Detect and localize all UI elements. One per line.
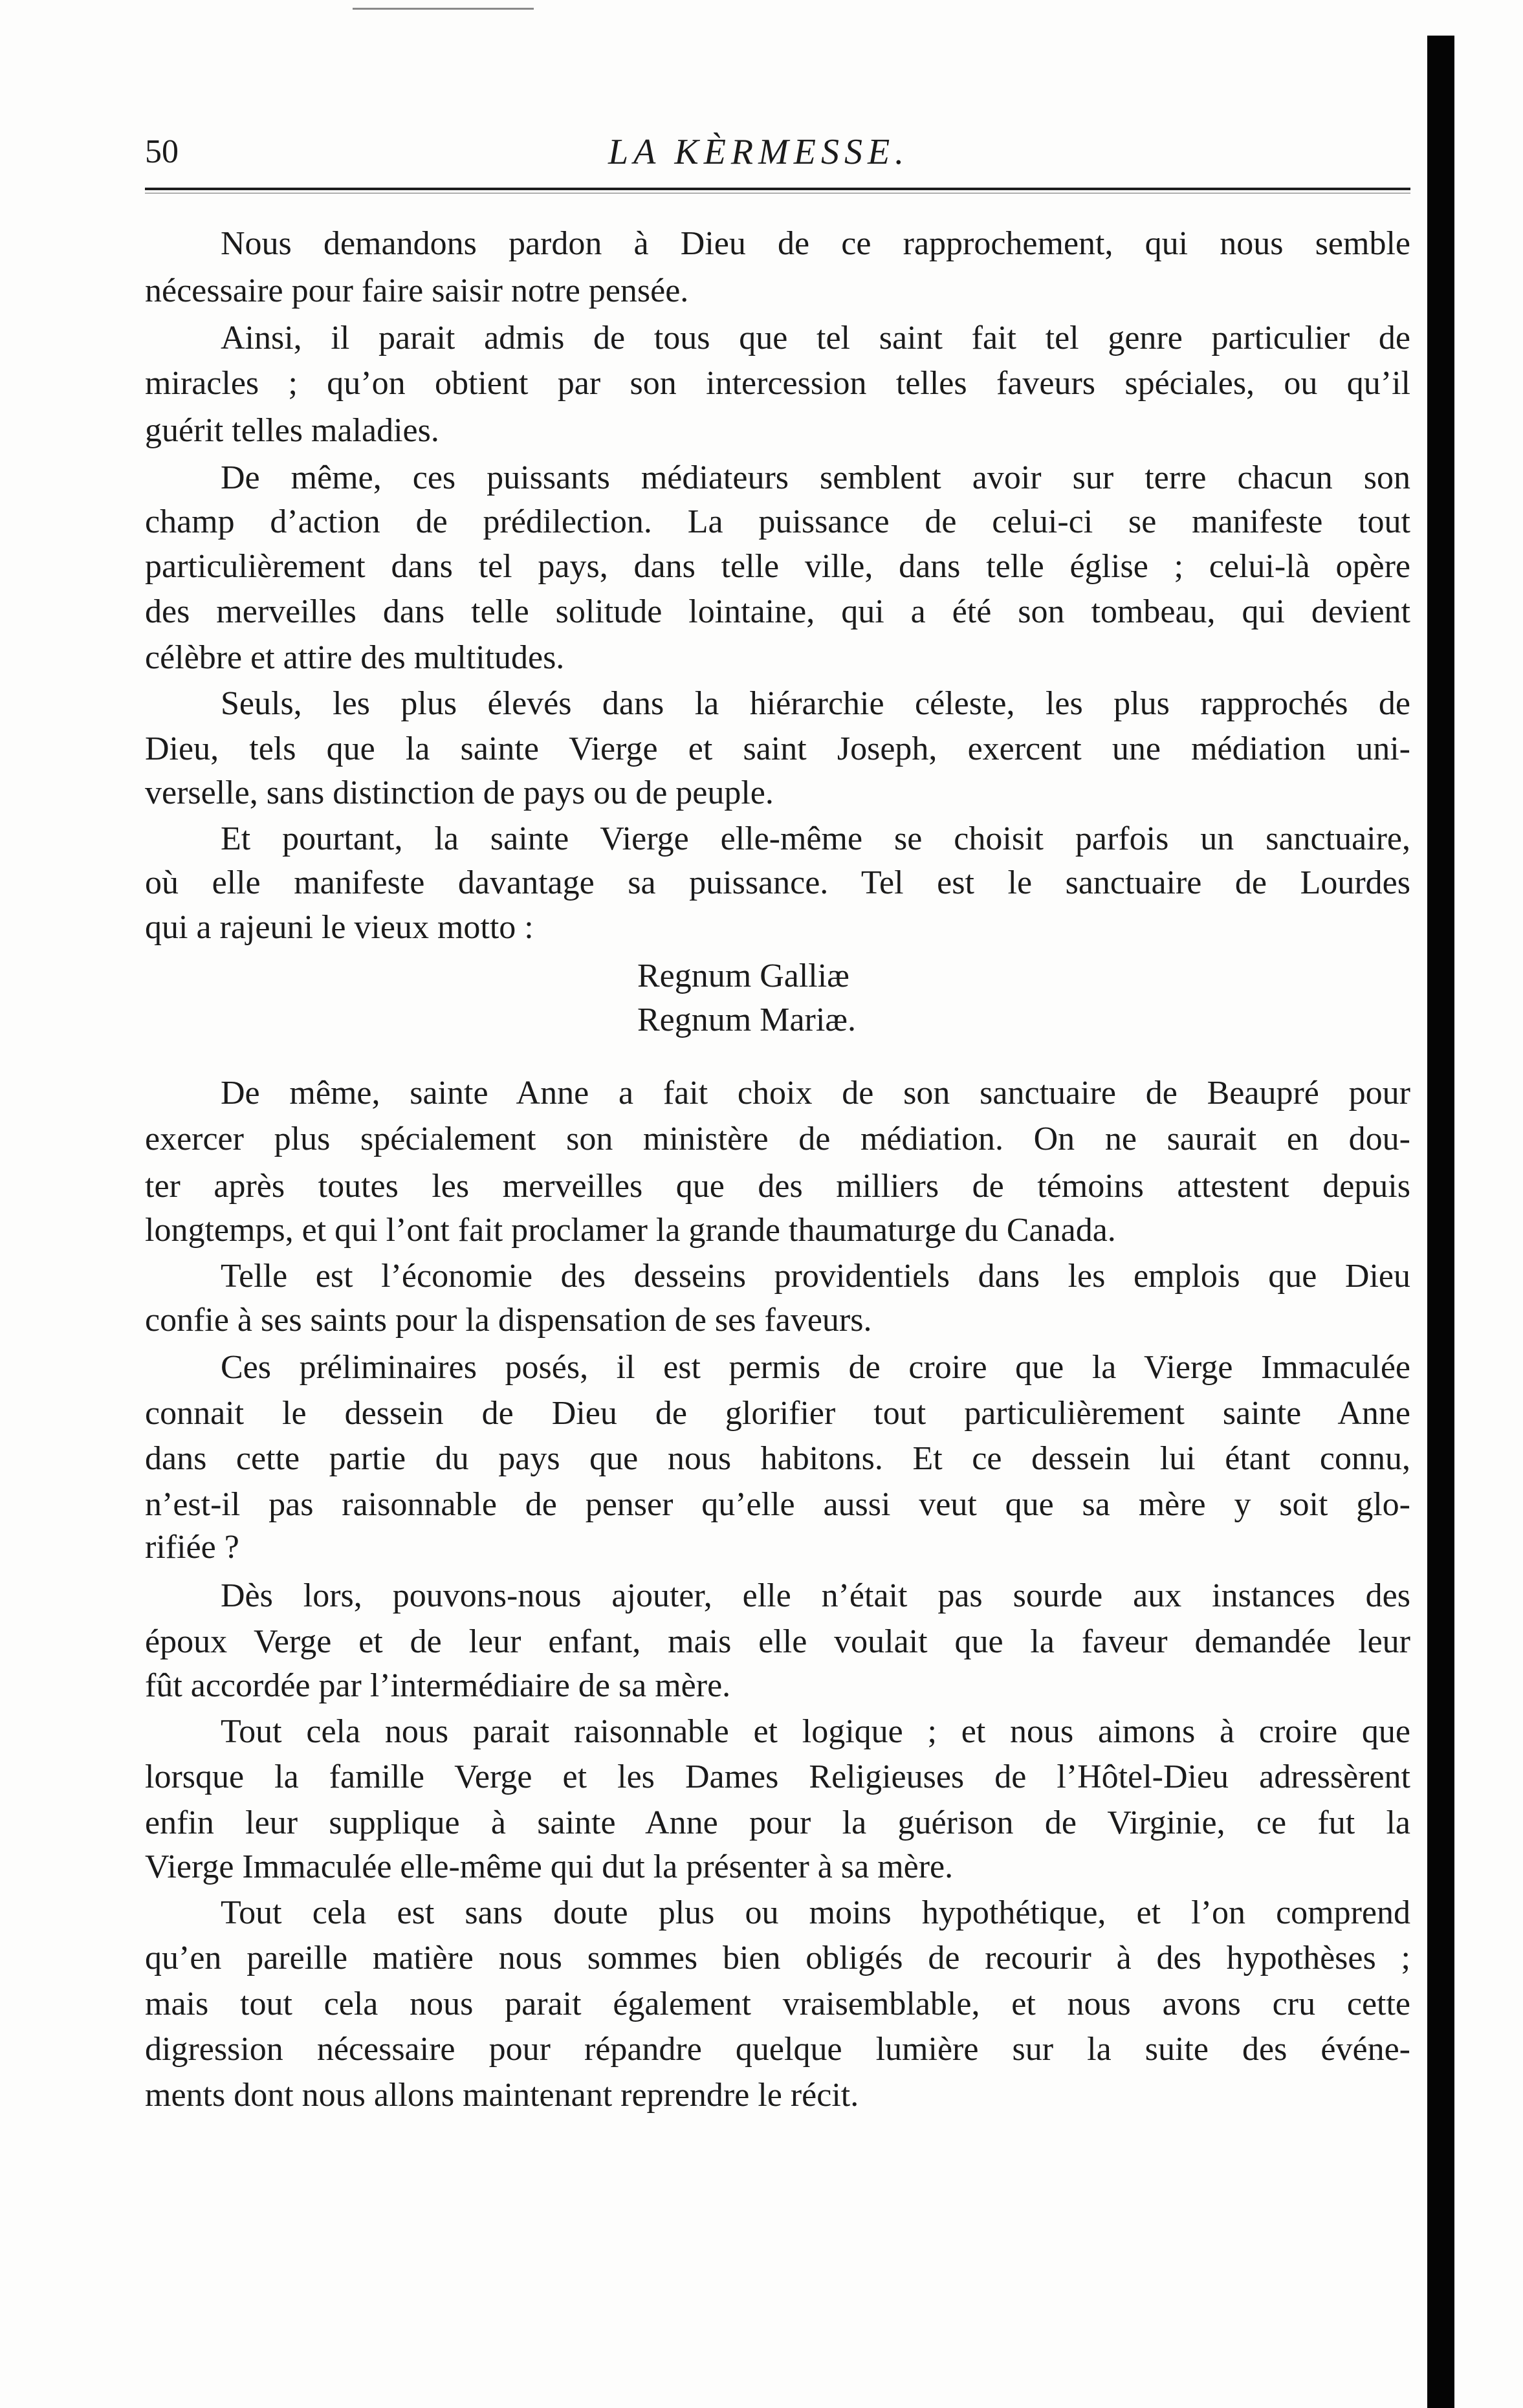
scan-artifact (353, 8, 534, 10)
running-title: LA KÈRMESSE. (608, 132, 910, 172)
text-line: Telle est l’économie des desseins providentiels dans les emplois que Dieu (221, 1258, 1410, 1295)
text-line: qui a rajeuni le vieux motto : (145, 909, 534, 946)
text-line: célèbre et attire des multitudes. (145, 639, 565, 676)
text-line: lorsque la famille Verge et les Dames Religieuses de l’Hôtel-Dieu adressèrent (145, 1758, 1410, 1795)
text-line: guérit telles maladies. (145, 412, 439, 449)
text-line: Et pourtant, la sainte Vierge elle-même se choisit parfois un sanctuaire, (221, 820, 1410, 857)
text-line: Dès lors, pouvons-nous ajouter, elle n’était pas sourde aux instances des (221, 1577, 1410, 1614)
text-line: fût accordée par l’intermédiaire de sa mère. (145, 1667, 731, 1704)
text-line: n’est-il pas raisonnable de penser qu’elle aussi veut que sa mère y soit glo- (145, 1486, 1410, 1523)
text-line: qu’en pareille matière nous sommes bien obligés de recourir à des hypothèses ; (145, 1940, 1410, 1976)
text-line: confie à ses saints pour la dispensation de ses faveurs. (145, 1302, 872, 1339)
text-line: verselle, sans distinction de pays ou de peuple. (145, 774, 774, 811)
text-line: digression nécessaire pour répandre quelque lumière sur la suite des événe- (145, 2031, 1410, 2068)
text-line: Ces préliminaires posés, il est permis de croire que la Vierge Immaculée (221, 1349, 1410, 1386)
text-line: champ d’action de prédilection. La puissance de celui-ci se manifeste tout (145, 503, 1410, 540)
text-line: rifiée ? (145, 1529, 239, 1566)
text-line: des merveilles dans telle solitude lointaine, qui a été son tombeau, qui devient (145, 593, 1410, 630)
text-line: mais tout cela nous parait également vraisemblable, et nous avons cru cette (145, 1986, 1410, 2022)
scan-edge-border (1427, 36, 1454, 2408)
page-number: 50 (145, 133, 179, 170)
text-line: Seuls, les plus élevés dans la hiérarchie céleste, les plus rapprochés de (221, 685, 1410, 722)
text-line: Ainsi, il parait admis de tous que tel saint fait tel genre particulier de (221, 320, 1410, 356)
text-line: longtemps, et qui l’ont fait proclamer la grande thaumaturge du Canada. (145, 1212, 1116, 1249)
text-line: exercer plus spécialement son ministère de médiation. On ne saurait en dou- (145, 1121, 1410, 1157)
verse-line: Regnum Mariæ. (637, 1002, 856, 1038)
text-line: enfin leur supplique à sainte Anne pour la guérison de Virginie, ce fut la (145, 1804, 1410, 1841)
text-line: où elle manifeste davantage sa puissance. Tel est le sanctuaire de Lourdes (145, 864, 1410, 901)
text-line: ter après toutes les merveilles que des milliers de témoins attestent depuis (145, 1168, 1410, 1205)
text-line: nécessaire pour faire saisir notre pensée. (145, 272, 689, 309)
text-line: particulièrement dans tel pays, dans telle ville, dans telle église ; celui-là opère (145, 548, 1410, 585)
text-line: ments dont nous allons maintenant reprendre le récit. (145, 2077, 859, 2114)
verse-line: Regnum Galliæ (637, 958, 849, 994)
text-line: De même, ces puissants médiateurs semblent avoir sur terre chacun son (221, 459, 1410, 496)
text-line: dans cette partie du pays que nous habitons. Et ce dessein lui étant connu, (145, 1440, 1410, 1477)
text-line: époux Verge et de leur enfant, mais elle voulait que la faveur demandée leur (145, 1623, 1410, 1660)
text-line: De même, sainte Anne a fait choix de son sanctuaire de Beaupré pour (221, 1075, 1410, 1111)
text-line: Tout cela nous parait raisonnable et logique ; et nous aimons à croire que (221, 1713, 1410, 1750)
text-line: Dieu, tels que la sainte Vierge et saint Joseph, exercent une médiation uni- (145, 730, 1410, 767)
header-rule (145, 188, 1410, 190)
text-line: Nous demandons pardon à Dieu de ce rapprochement, qui nous semble (221, 225, 1410, 262)
text-line: connait le dessein de Dieu de glorifier tout particulièrement sainte Anne (145, 1395, 1410, 1432)
text-line: Tout cela est sans doute plus ou moins hypothétique, et l’on comprend (221, 1894, 1410, 1931)
text-line: Vierge Immaculée elle-même qui dut la présenter à sa mère. (145, 1848, 954, 1885)
text-line: miracles ; qu’on obtient par son intercession telles faveurs spéciales, ou qu’il (145, 365, 1410, 402)
